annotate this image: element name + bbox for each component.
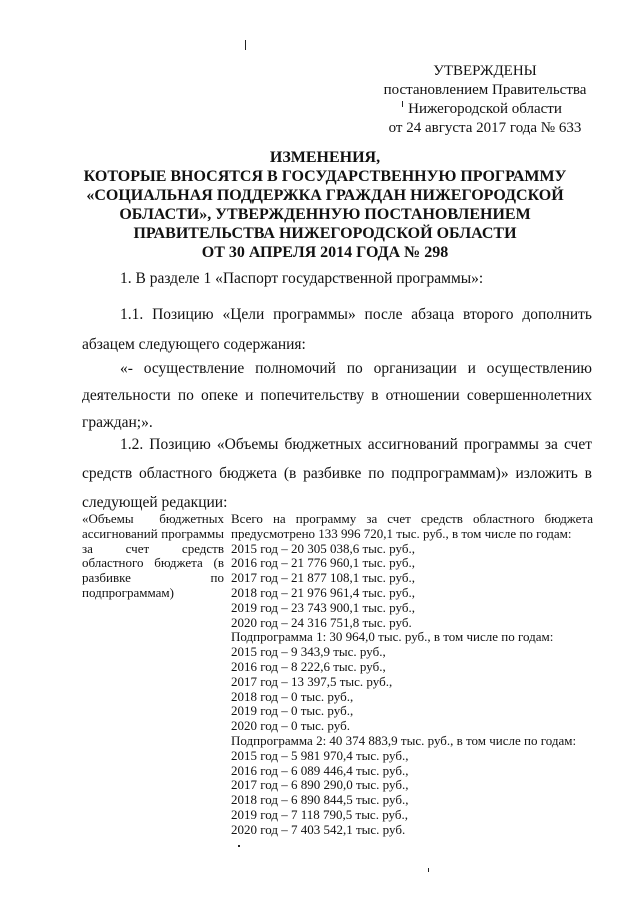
- heading-line-6: ОТ 30 АПРЕЛЯ 2014 ГОДА № 298: [201, 244, 449, 261]
- heading-line-2: КОТОРЫЕ ВНОСЯТСЯ В ГОСУДАРСТВЕННУЮ ПРОГРАММУ: [83, 168, 567, 185]
- approval-stamp-block: [370, 62, 600, 138]
- approved-title: УТВЕРЖДЕНЫ: [433, 63, 537, 79]
- subprogram-2-title: Подпрограмма 2: 40 374 883,9 тыс. руб., в том числе по годам:: [231, 732, 577, 748]
- subprogram-1-year-row: 2017 год – 13 397,5 тыс. руб.,: [231, 673, 393, 689]
- total-year-row: 2016 год – 21 776 960,1 тыс. руб.,: [231, 555, 415, 571]
- paragraph-quote: «- осуществление полномочий по организации и осуществлению деятельности по опеке и попечительству в отношении совершеннолетних граждан;».: [82, 360, 592, 431]
- total-year-row: 2020 год – 24 316 751,8 тыс. руб.: [231, 614, 412, 630]
- subprogram-2-year-row: 2016 год – 6 089 446,4 тыс. руб.,: [231, 762, 409, 778]
- approved-line-1: постановлением Правительства: [383, 82, 587, 98]
- subprogram-2-year-row: 2020 год – 7 403 542,1 тыс. руб.: [231, 821, 406, 837]
- subprogram-2-year-row: 2015 год – 5 981 970,4 тыс. руб.,: [231, 747, 409, 763]
- paragraph-section-1: 1. В разделе 1 «Паспорт государственной программы»:: [120, 270, 484, 287]
- budget-table-label: «Объемы бюджетных ассигнований программы за счет средств областного бюджета (в разбивке по подпрограммам): [82, 511, 224, 600]
- subprogram-2-year-row: 2017 год – 6 890 290,0 тыс. руб.,: [231, 777, 409, 793]
- scan-speck: [428, 868, 429, 872]
- budget-table-values: [231, 512, 593, 838]
- total-year-row: 2018 год – 21 976 961,4 тыс. руб.,: [231, 584, 415, 600]
- scan-speck: [245, 40, 246, 50]
- total-year-row: 2015 год – 20 305 038,6 тыс. руб.,: [231, 540, 415, 556]
- total-intro: Всего на программу за счет средств областного бюджета предусмотрено 133 996 720,1 тыс. руб., в том числе по годам:: [231, 511, 593, 541]
- total-year-row: 2017 год – 21 877 108,1 тыс. руб.,: [231, 570, 415, 586]
- subprogram-1-year-row: 2018 год – 0 тыс. руб.,: [231, 688, 354, 704]
- subprogram-1-year-row: 2019 год – 0 тыс. руб.,: [231, 703, 354, 719]
- approved-line-3: от 24 августа 2017 года № 633: [388, 120, 582, 136]
- subprogram-2-year-row: 2019 год – 7 118 790,5 тыс. руб.,: [231, 806, 408, 822]
- subprogram-1-year-row: 2015 год – 9 343,9 тыс. руб.,: [231, 644, 386, 660]
- heading-line-4: ОБЛАСТИ», УТВЕРЖДЕННУЮ ПОСТАНОВЛЕНИЕМ: [119, 206, 531, 223]
- heading-line-5: ПРАВИТЕЛЬСТВА НИЖЕГОРОДСКОЙ ОБЛАСТИ: [133, 225, 517, 242]
- subprogram-1-year-row: 2020 год – 0 тыс. руб.: [231, 718, 350, 734]
- subprogram-1-year-row: 2016 год – 8 222,6 тыс. руб.,: [231, 658, 386, 674]
- subprogram-1-title: Подпрограмма 1: 30 964,0 тыс. руб., в том числе по годам:: [231, 629, 554, 645]
- paragraph-1-2: 1.2. Позицию «Объемы бюджетных ассигнований программы за счет средств областного бюджета (в разбивке по подпрограммам)» изложить в следующей редакции:: [82, 436, 592, 511]
- document-heading: [60, 148, 590, 262]
- heading-line-1: ИЗМЕНЕНИЯ,: [269, 149, 381, 166]
- approved-line-2: Нижегородской области: [408, 101, 562, 117]
- total-year-row: 2019 год – 23 743 900,1 тыс. руб.,: [231, 599, 415, 615]
- scan-speck: [238, 845, 240, 847]
- subprogram-2-year-row: 2018 год – 6 890 844,5 тыс. руб.,: [231, 792, 409, 808]
- heading-line-3: «СОЦИАЛЬНАЯ ПОДДЕРЖКА ГРАЖДАН НИЖЕГОРОДСКОЙ: [86, 187, 564, 204]
- paragraph-1-1: 1.1. Позицию «Цели программы» после абзаца второго дополнить абзацем следующего содержания:: [82, 306, 592, 353]
